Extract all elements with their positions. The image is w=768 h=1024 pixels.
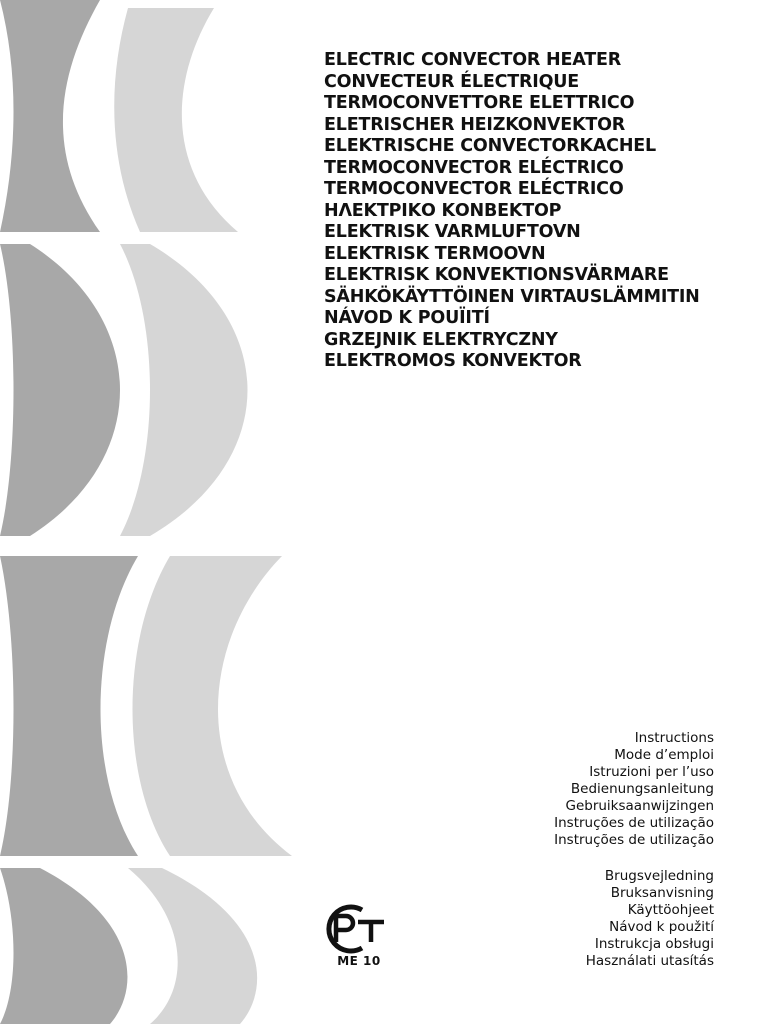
title-line: NÁVOD K POUÏITÍ — [324, 308, 490, 328]
title-line: ELETRISCHER HEIZKONVEKTOR — [324, 114, 626, 135]
title-line: TERMOCONVETTORE ELETTRICO — [324, 93, 635, 113]
crescent-dark-4 — [0, 868, 127, 1024]
certification-code: ME 10 — [337, 954, 381, 968]
title-line: ELEKTRISCHE CONVECTORKACHEL — [324, 136, 656, 156]
instructions-list-2 — [586, 868, 714, 970]
instruction-label: Bedienungsanleitung — [570, 781, 714, 797]
instruction-label: Bruksanvisning — [610, 885, 714, 901]
title-line: ELEKTRISK TERMOOVN — [324, 243, 546, 264]
instruction-label: Käyttöohjeet — [627, 902, 714, 918]
crescent-light-3 — [133, 556, 293, 856]
title-line: TERMOCONVECTOR ELÉCTRICO — [324, 157, 624, 178]
title-line: ELEKTRISK KONVEKTIONSVÄRMARE — [324, 265, 669, 285]
instruction-label: Návod k použití — [609, 919, 714, 935]
title-line: ELECTRIC CONVECTOR HEATER — [324, 50, 622, 70]
product-title-list — [324, 50, 700, 373]
title-line: TERMOCONVECTOR ELÉCTRICO — [324, 179, 624, 199]
instruction-label: Mode d’emploi — [614, 747, 714, 763]
pct-certification-logo — [318, 902, 402, 956]
instruction-label: Instruções de utilização — [554, 832, 714, 848]
title-line: ELEKTRISK VARMLUFTOVN — [324, 222, 581, 242]
crescent-dark-1 — [0, 0, 100, 232]
title-line: ΗΛΕΚΤΡΙΚΟ ΚΟΝΒΕΚΤΟΡ — [324, 200, 562, 221]
crescent-light-1 — [114, 8, 238, 232]
instructions-list-1 — [554, 730, 714, 849]
instruction-label: Használati utasítás — [585, 953, 714, 969]
instruction-label: Gebruiksaanwijzingen — [565, 798, 714, 814]
title-line: SÄHKÖKÄYTTÖINEN VIRTAUSLÄMMITIN — [324, 286, 700, 307]
title-line: GRZEJNIK ELEKTRYCZNY — [324, 329, 558, 350]
title-line: ELEKTROMOS KONVEKTOR — [324, 351, 582, 371]
title-line: CONVECTEUR ÉLECTRIQUE — [324, 71, 580, 92]
crescent-dark-3 — [0, 556, 138, 856]
instruction-label: Instructions — [634, 730, 714, 746]
instruction-label: Istruzioni per l’uso — [589, 764, 714, 780]
instruction-label: Brugsvejledning — [604, 868, 714, 884]
instruction-label: Instrukcja obsługi — [594, 936, 714, 952]
crescent-light-4 — [128, 868, 257, 1024]
crescent-dark-2 — [0, 244, 120, 536]
instruction-label: Instruções de utilização — [554, 815, 714, 831]
crescent-light-2 — [120, 244, 248, 536]
decorative-crescent-pattern — [0, 0, 300, 1024]
